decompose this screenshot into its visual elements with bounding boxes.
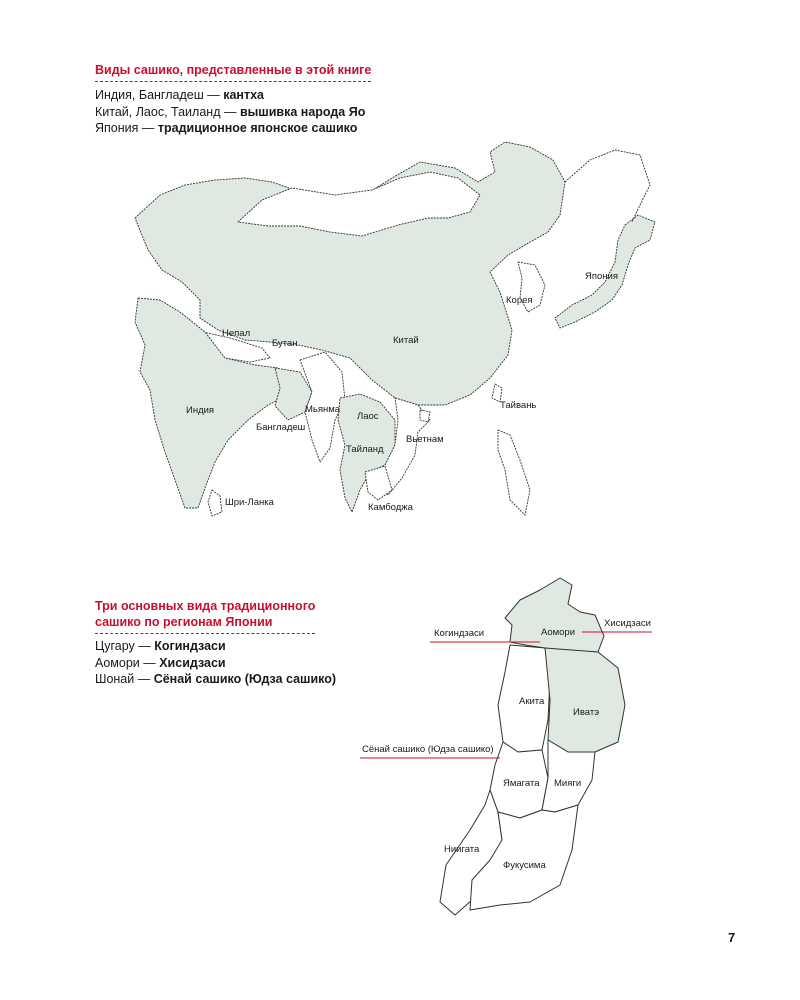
label-iwate: Иватэ (573, 707, 600, 718)
label-miyagi: Мияги (554, 778, 582, 789)
list-item: Шонай — Сёнай сашико (Юдза сашико) (95, 672, 337, 686)
list-item: Аомори — Хисидзаси (95, 655, 226, 670)
label-china: Китай (393, 335, 419, 346)
label-fukushima: Фукусима (503, 860, 546, 871)
callout-shonai: Сёнай сашико (Юдза сашико) (362, 744, 494, 755)
label-laos: Лаос (357, 411, 379, 422)
label-sri-lanka: Шри-Ланка (225, 497, 274, 508)
page-number: 7 (728, 930, 736, 945)
label-korea: Корея (506, 295, 533, 306)
section-heading-sashiko-types: Виды сашико, представленные в этой книге (95, 62, 371, 82)
label-japan: Япония (585, 271, 618, 282)
callout-hishi: Хисидзаси (604, 618, 651, 629)
iwate-region (545, 648, 625, 752)
callout-kogin: Когиндзаси (434, 628, 485, 639)
label-myanmar: Мьянма (305, 404, 341, 415)
label-india: Индия (186, 405, 215, 416)
label-akita: Акита (519, 696, 545, 707)
label-bhutan: Бутан (272, 338, 298, 349)
section-heading-japan-regions: Три основных вида традиционного сашико по регионам Японии (95, 598, 315, 634)
label-yamagata: Ямагата (503, 778, 540, 789)
label-thailand: Тайланд (346, 444, 384, 455)
label-niigata: Ниигата (444, 844, 480, 855)
label-cambodia: Камбоджа (368, 502, 413, 513)
label-taiwan: Тайвань (500, 400, 537, 411)
label-vietnam: Вьетнам (406, 434, 444, 445)
list-item: Япония — традиционное японское сашико (95, 121, 358, 135)
list-item: Цугару — Когиндзаси (95, 639, 226, 653)
label-bangladesh: Бангладеш (256, 422, 306, 433)
list-item: Индия, Бангладеш — кантха (95, 88, 264, 102)
label-aomori: Аомори (541, 627, 576, 638)
label-nepal: Непал (222, 328, 251, 339)
list-item: Китай, Лаос, Таиланд — вышивка народа Яо (95, 104, 366, 119)
aomori-region (505, 578, 604, 652)
